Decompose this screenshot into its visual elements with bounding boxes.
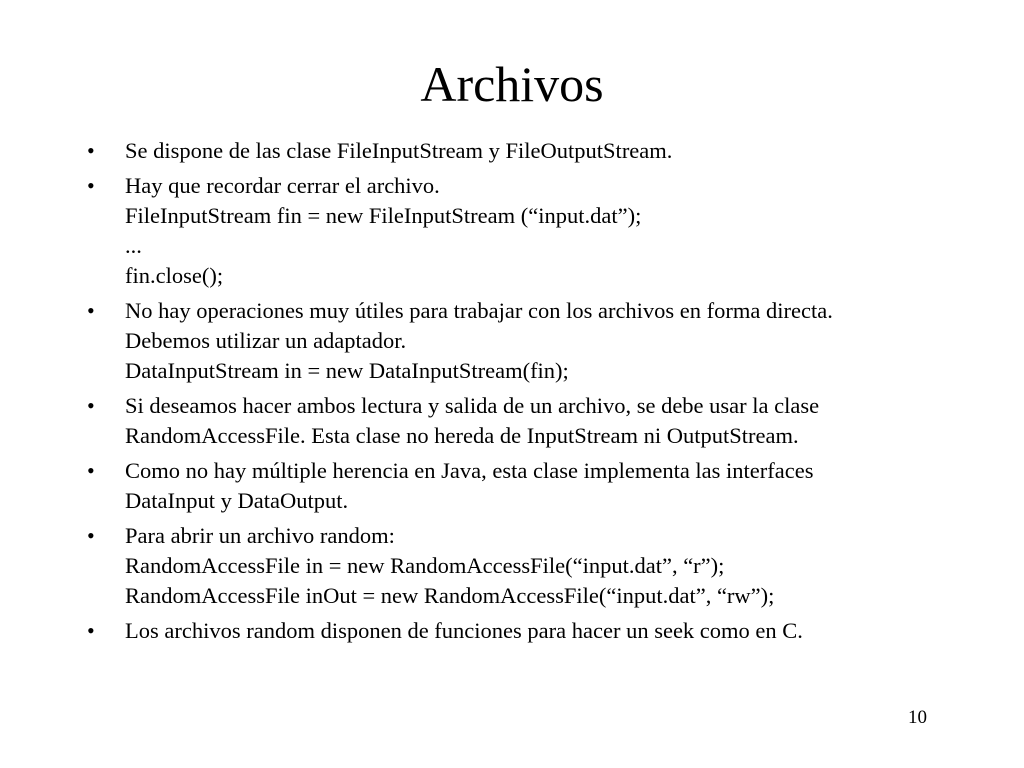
bullet-text-line: Si deseamos hacer ambos lectura y salida de un archivo, se debe usar la clase	[125, 393, 820, 418]
bullet-text-line: DataInput y DataOutput.	[125, 488, 349, 513]
bullet-icon: •	[87, 298, 95, 323]
code-line: DataInputStream in = new DataInputStream(fin);	[125, 358, 569, 383]
code-line: fin.close();	[125, 263, 224, 288]
bullet-text-line: RandomAccessFile. Esta clase no hereda de InputStream ni OutputStream.	[125, 423, 799, 448]
bullet-text-line: Se dispone de las clase FileInputStream y FileOutputStream.	[125, 138, 673, 163]
bullet-icon: •	[87, 618, 95, 643]
bullet-text-line: Como no hay múltiple herencia en Java, esta clase implementa las interfaces	[125, 458, 814, 483]
bullet-item	[0, 171, 1024, 291]
bullet-item	[0, 456, 1024, 516]
bullet-text-line: Hay que recordar cerrar el archivo.	[125, 173, 440, 198]
code-line: RandomAccessFile inOut = new RandomAccessFile(“input.dat”, “rw”);	[125, 583, 775, 608]
bullet-icon: •	[87, 523, 95, 548]
bullet-icon: •	[87, 173, 95, 198]
code-line: RandomAccessFile in = new RandomAccessFile(“input.dat”, “r”);	[125, 553, 725, 578]
bullet-text-line: Los archivos random disponen de funciones para hacer un seek como en C.	[125, 618, 803, 643]
page-number: 10	[908, 707, 927, 728]
bullet-item	[0, 616, 1024, 646]
bullet-icon: •	[87, 393, 95, 418]
slide-title: Archivos	[420, 56, 604, 112]
bullet-text-line: No hay operaciones muy útiles para trabajar con los archivos en forma directa.	[125, 298, 833, 323]
code-line: ...	[125, 233, 142, 258]
bullet-icon: •	[87, 138, 95, 163]
bullet-item	[0, 391, 1024, 451]
bullet-item	[0, 136, 1024, 166]
bullet-text-line: Para abrir un archivo random:	[125, 523, 395, 548]
bullet-list	[0, 136, 1024, 651]
bullet-icon: •	[87, 458, 95, 483]
bullet-text-line: Debemos utilizar un adaptador.	[125, 328, 407, 353]
bullet-item	[0, 521, 1024, 611]
code-line: FileInputStream fin = new FileInputStream (“input.dat”);	[125, 203, 642, 228]
bullet-item	[0, 296, 1024, 386]
